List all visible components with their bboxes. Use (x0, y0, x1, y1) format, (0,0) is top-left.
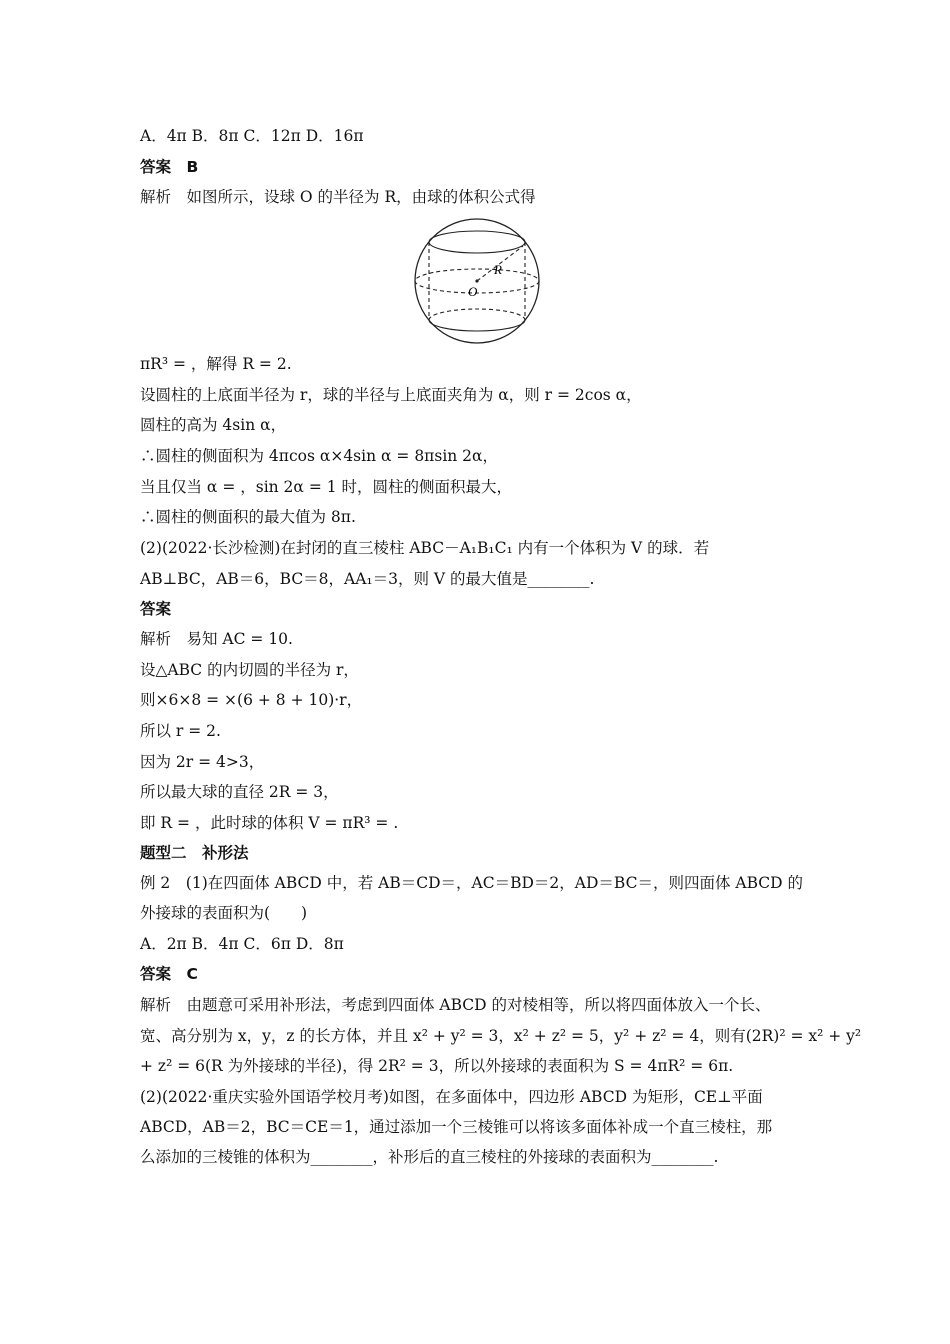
solution-line: 宽、高分别为 x，y，z 的长方体，并且 x² + y² = 3，x² + z² = 5，y² + z² = 4，则有(2R)² = x² + y² (140, 1027, 862, 1045)
solution-line: 解析 易知 AC = 10. (140, 630, 293, 648)
cylinder-top-ellipse (429, 231, 525, 253)
sphere-cylinder-figure (412, 216, 542, 346)
solution-line: 当且仅当 α = ，sin 2α = 1 时，圆柱的侧面积最大， (140, 478, 513, 496)
cylinder-bottom-front (429, 320, 525, 331)
solution-line: + z² = 6(R 为外接球的半径)，得 2R² = 3，所以外接球的表面积为 S = 4πR² = 6π. (140, 1057, 734, 1075)
solution-line: πR³ = ，解得 R = 2. (140, 355, 292, 373)
solution-line: 设△ABC 的内切圆的半径为 r， (140, 661, 359, 679)
question-line: (2)(2022·长沙检测)在封闭的直三棱柱 ABC－A₁B₁C₁ 内有一个体积为 V 的球．若 (140, 539, 710, 557)
solution-line: 因为 2r = 4>3， (140, 753, 265, 771)
solution-line: 所以 r = 2. (140, 722, 221, 740)
choices-line: A．2π B．4π C．6π D．8π (140, 935, 344, 953)
solution-line: 所以最大球的直径 2R = 3， (140, 783, 339, 801)
solution-line: 即 R = ，此时球的体积 V = πR³ = . (140, 814, 399, 832)
solution-line: 则×6×8 = ×(6 + 8 + 10)·r， (140, 691, 363, 709)
question-line: AB⊥BC，AB＝6，BC＝8，AA₁＝3，则 V 的最大值是________. (140, 570, 595, 588)
cylinder-bottom-back (429, 309, 525, 320)
example-line: 例 2 (1)在四面体 ABCD 中，若 AB＝CD＝，AC＝BD＝2，AD＝BC＝，则四面体 ABCD 的 (140, 874, 803, 892)
answer-label: 答案 (140, 600, 172, 618)
example-line: 外接球的表面积为( ) (140, 904, 308, 922)
solution-line: 圆柱的高为 4sin α， (140, 416, 287, 434)
answer-q1: 答案 B (140, 158, 199, 176)
center-point (475, 279, 478, 282)
section-heading: 题型二 补形法 (140, 844, 249, 862)
solution-line: ∴圆柱的侧面积的最大值为 8π. (140, 508, 356, 526)
analysis-q1: 解析 如图所示，设球 O 的半径为 R，由球的体积公式得 (140, 188, 536, 206)
label-R: R (494, 262, 502, 277)
choices-q1: A．4π B．8π C．12π D．16π (140, 127, 364, 145)
solution-line: ∴圆柱的侧面积为 4πcos α×4sin α = 8πsin 2α， (140, 447, 499, 465)
answer-line: 答案 C (140, 965, 198, 983)
solution-line: 解析 由题意可采用补形法，考虑到四面体 ABCD 的对棱相等，所以将四面体放入一个长、 (140, 996, 771, 1014)
label-O: O (468, 284, 478, 299)
question-line: ABCD，AB＝2，BC＝CE＝1，通过添加一个三棱锥可以将该多面体补成一个直三棱柱，那 (140, 1118, 773, 1136)
question-line: (2)(2022·重庆实验外国语学校月考)如图，在多面体中，四边形 ABCD 为矩形，CE⊥平面 (140, 1088, 763, 1106)
solution-line: 设圆柱的上底面半径为 r，球的半径与上底面夹角为 α，则 r = 2cos α， (140, 386, 642, 404)
question-line: 么添加的三棱锥的体积为________，补形后的直三棱柱的外接球的表面积为________. (140, 1148, 719, 1166)
